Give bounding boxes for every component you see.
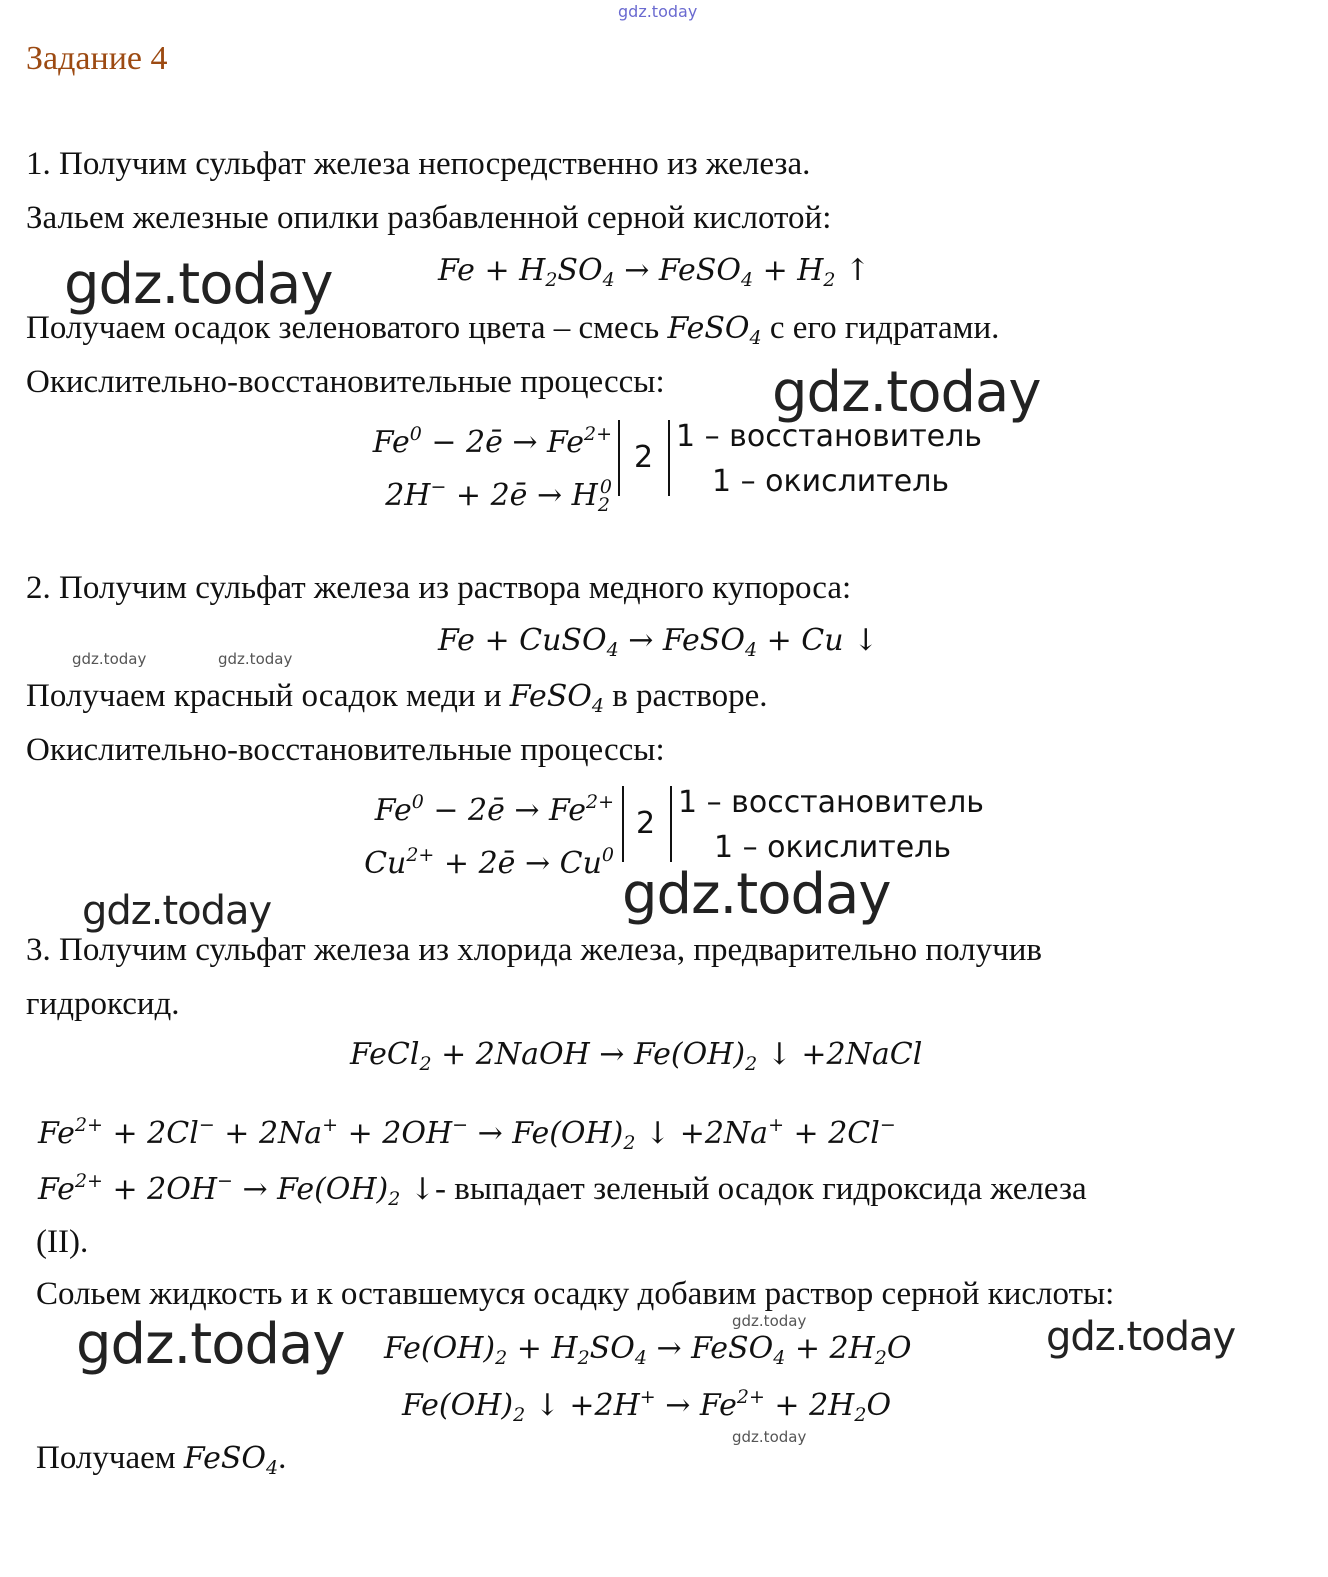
s3-note2: (II).: [36, 1224, 89, 1260]
s3-equation-short-ionic: $Fe^{2+} + 2OH^- \to Fe(OH)_2$ ↓- выпадает зеленый осадок гидроксида железа: [38, 1170, 1087, 1210]
s3-heading-line1: 3. Получим сульфат железа из хлорида железа, предварительно получив: [26, 932, 1042, 968]
watermark: gdz.today: [82, 888, 272, 934]
s1-intro: Зальем железные опилки разбавленной серной кислотой:: [26, 200, 832, 236]
s1-redox-roles: [676, 414, 982, 504]
page-title: Задание 4: [26, 40, 168, 77]
s3-pour: Сольем жидкость и к оставшемуся осадку добавим раствор серной кислоты:: [36, 1276, 1115, 1312]
s2-equation: Fe + CuSO$_4$ → FeSO$_4$ + Cu ↓: [438, 623, 879, 661]
s1-redox-label: Окислительно-восстановительные процессы:: [26, 364, 665, 400]
s3-note: - выпадает зеленый осадок гидроксида железа: [435, 1171, 1087, 1207]
s3-equation-acid: $Fe(OH)_2 + H_2SO_4$ → FeSO$_4$ + $2H_2O$: [384, 1331, 912, 1369]
s1-result-after: с его гидратами.: [769, 310, 1000, 346]
watermark-top: gdz.today: [618, 2, 698, 21]
s3-final: Получаем FeSO$_4$.: [36, 1440, 287, 1479]
watermark: gdz.today: [732, 1428, 807, 1446]
s2-redox-roles: [678, 780, 984, 870]
watermark: gdz.today: [76, 1312, 345, 1377]
watermark: gdz.today: [622, 862, 891, 927]
s1-result-before: Получаем осадок зеленоватого цвета – смесь: [26, 310, 660, 346]
s2-role-oxidizer: 1 – окислитель: [714, 830, 952, 865]
watermark: gdz.today: [1046, 1314, 1236, 1360]
watermark: gdz.today: [732, 1312, 807, 1330]
s1-redox-bar-right: [668, 420, 670, 496]
s1-equation: $Fe + H_2SO_4$ → FeSO$_4$ + $H_2$ ↑: [438, 253, 871, 291]
watermark: gdz.today: [72, 650, 147, 668]
s2-redox-bar-left: [622, 786, 624, 862]
s1-redox-bar-left: [618, 420, 620, 496]
s2-redox-bar-right: [670, 786, 672, 862]
watermark: gdz.today: [218, 650, 293, 668]
s2-heading: 2. Получим сульфат железа из раствора медного купороса:: [26, 570, 852, 606]
s2-redox-label: Окислительно-восстановительные процессы:: [26, 732, 665, 768]
s2-result-after: в растворе.: [612, 678, 768, 714]
s2-redox-equations: $Fe^0$ − 2ē → $Fe^{2+}$ $Cu^{2+}$ + 2ē → $Cu^0$: [364, 791, 614, 881]
s3-equation-full-ionic: $Fe^{2+} + 2Cl^- + 2Na^+ + 2OH^- \to Fe(OH)_2$ ↓ +2Na+ + 2Cl−: [38, 1114, 896, 1154]
s2-result: Получаем красный осадок меди и FeSO$_4$ в растворе.: [26, 678, 768, 717]
s1-role-reducer: 1 – восстановитель: [676, 419, 982, 454]
s1-result: Получаем осадок зеленоватого цвета – смесь FeSO$_4$ с его гидратами.: [26, 310, 1000, 349]
watermark: gdz.today: [772, 360, 1041, 425]
s2-result-before: Получаем красный осадок меди и: [26, 678, 502, 714]
watermark: gdz.today: [64, 252, 333, 317]
s2-role-reducer: 1 – восстановитель: [678, 785, 984, 820]
s1-redox-equations: $Fe^0$ − 2ē → $Fe^{2+}$ 2H− + 2ē → $H_2^0$: [372, 423, 612, 516]
s2-redox-multiplier: 2: [636, 806, 656, 841]
s3-final-text: Получаем: [36, 1440, 176, 1476]
s1-role-oxidizer: 1 – окислитель: [712, 464, 950, 499]
s1-heading: 1. Получим сульфат железа непосредственно из железа.: [26, 146, 811, 182]
s3-equation-molecular: FeCl$_2$ + 2NaOH → $Fe(OH)_2$ ↓ +2NaCl: [350, 1037, 923, 1075]
s1-redox-block: [300, 412, 612, 516]
s3-heading-line2: гидроксид.: [26, 986, 180, 1022]
s1-redox-multiplier: 2: [634, 440, 654, 475]
s2-redox-block: [300, 780, 614, 881]
s3-equation-acid-ionic: $Fe(OH)_2$ ↓ $+2H^+ \to Fe^{2+} + 2H_2O$: [402, 1386, 892, 1426]
